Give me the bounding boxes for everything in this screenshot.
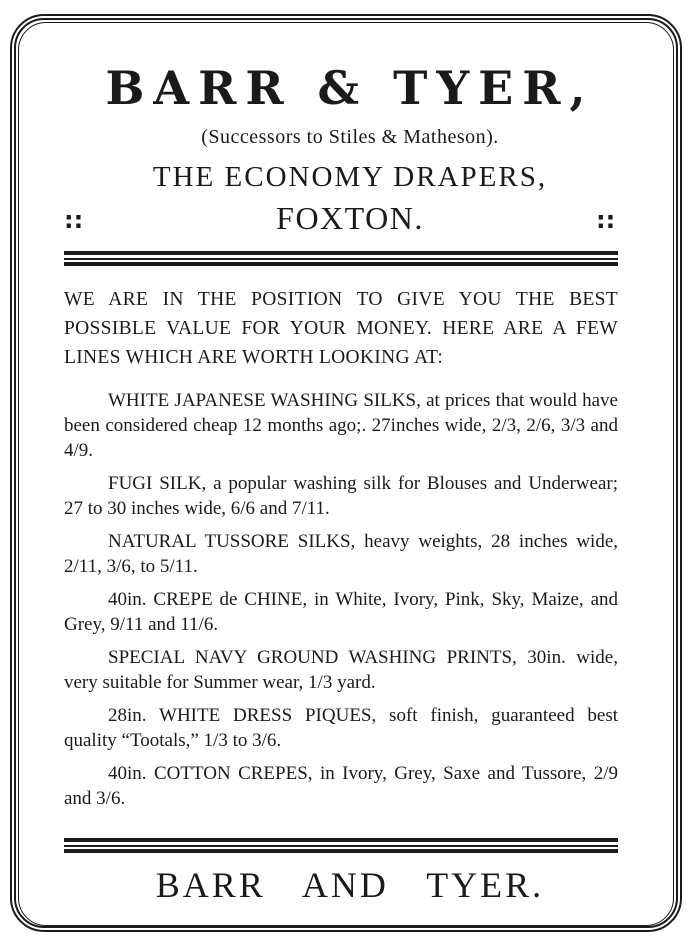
item-japanese-silks: WHITE JAPANESE WASHING SILKS, at prices that would have been considered cheap 12 months ago;. 27inches wide, 2/3, 2/6, 3/3 and 4/9. [64,390,618,461]
item-dress-piques: 28in. WHITE DRESS PIQUES, soft finish, guaranteed best quality “Tootals,” 1/3 to 3/6. [64,705,618,751]
advert-title: BARR & TYER, [105,61,595,115]
tagline: THE ECONOMY DRAPERS, [152,161,548,193]
item-crepe-de-chine: 40in. CREPE de CHINE, in White, Ivory, Pink, Sky, Maize, and Grey, 9/11 and 11/6. [64,589,618,635]
item-fugi-silk: FUGI SILK, a popular washing silk for Blouses and Underwear; 27 to 30 inches wide, 6/6 and 7/11. [64,473,618,519]
successors-line: (Successors to Stiles & Matheson). [201,126,499,148]
location: FOXTON. [276,200,424,236]
item-navy-prints: SPECIAL NAVY GROUND WASHING PRINTS, 30in. wide, very suitable for Summer wear, 1/3 yard. [64,647,618,693]
item-tussore-silks: NATURAL TUSSORE SILKS, heavy weights, 28 inches wide, 2/11, 3/6, to 5/11. [64,531,618,577]
divider-bottom-thick [64,838,618,842]
divider-top-thick-2 [64,262,618,266]
ornament-right: :: [596,206,616,234]
item-cotton-crepes: 40in. COTTON CREPES, in Ivory, Grey, Saxe and Tussore, 2/9 and 3/6. [64,763,618,809]
divider-top-thin [64,258,618,260]
divider-bottom-thin [64,845,618,847]
intro-paragraph: WE ARE IN THE POSITION TO GIVE YOU THE BEST POSSIBLE VALUE FOR YOUR MONEY. HERE ARE A FEW LINES WHICH ARE WORTH LOOKING AT: [64,289,618,368]
divider-top-thick [64,251,618,255]
footer-signature: BARR AND TYER. [155,865,545,905]
divider-bottom-thick-2 [64,849,618,853]
item-list [64,388,618,819]
ornament-left: :: [64,206,84,234]
